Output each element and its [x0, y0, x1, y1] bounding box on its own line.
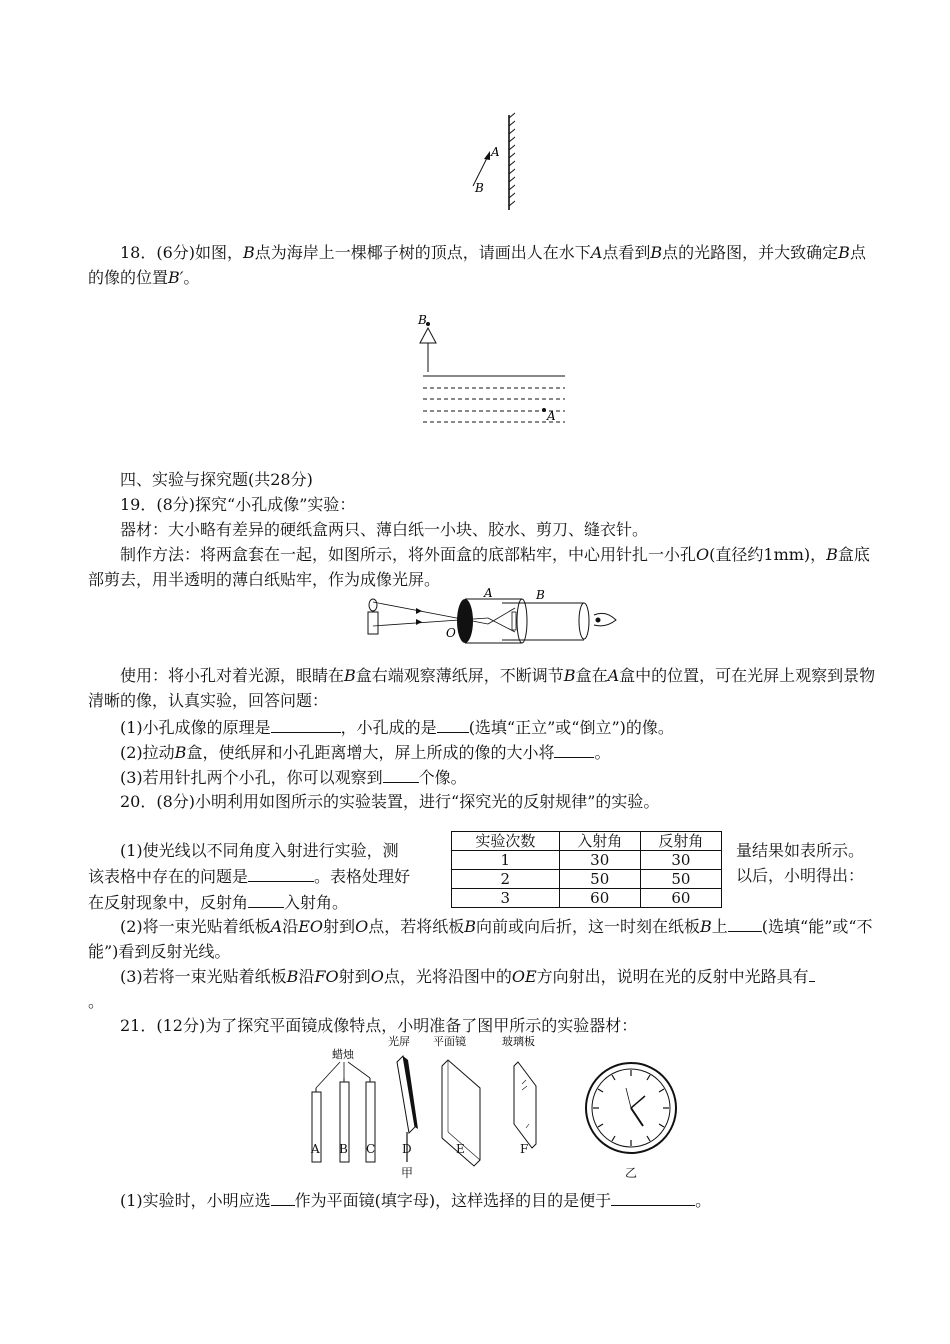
q19-sub2: (2)拉动B盒，使纸屏和小孔距离增大，屏上所成的像的大小将 。: [88, 739, 878, 765]
caption-jia: 甲: [401, 1166, 414, 1180]
table-row: 2 50 50: [452, 870, 722, 889]
answer-blank[interactable]: [728, 913, 762, 932]
q19-sub1: (1)小孔成像的原理是 ，小孔成的是 (选填“正立”或“倒立”)的像。: [88, 714, 878, 740]
label-a: A: [484, 588, 493, 600]
q20-sub2: (2)将一束光贴着纸板A沿EO射到O点，若将纸板B向前或向后折，这一时刻在纸板B上 (选填“能”或“不能”)看到反射光线。: [88, 913, 878, 964]
q20-sub1-right: 量结果如表所示。 以后，小明得出：: [736, 841, 865, 885]
mirror-figure: [460, 110, 530, 215]
caption-yi: 乙: [625, 1166, 638, 1180]
label-mirror: 平面镜: [433, 1035, 466, 1048]
label-candle: 蜡烛: [332, 1048, 354, 1061]
q21-sub1: (1)实验时，小明应选 作为平面镜(填字母)，这样选择的目的是便于 。: [88, 1187, 878, 1213]
table-row: 1 30 30: [452, 851, 722, 870]
label-b: B: [418, 313, 427, 327]
label-o: O: [446, 626, 456, 640]
q20-title: 20．(8分)小明利用如图所示的实验装置，进行“探究光的反射规律”的实验。: [120, 792, 660, 811]
q20-sub1-left: (1)使光线以不同角度入射进行实验，测 该表格中存在的问题是 。表格处理好 在反射现象中，反射角 入射角。: [88, 841, 411, 912]
section-heading: 四、实验与探究题(共28分): [120, 470, 313, 489]
answer-blank[interactable]: [248, 863, 314, 882]
header-trial: 实验次数: [452, 832, 560, 851]
q19-title: 19．(8分)探究“小孔成像”实验：: [120, 495, 356, 514]
q19-sub3: (3)若用针扎两个小孔，你可以观察到 个像。: [88, 764, 878, 790]
letter-c: C: [366, 1142, 376, 1156]
mirror-equipment-figure: [300, 1032, 690, 1182]
reflection-table: [451, 831, 722, 908]
equipment-letters: [300, 1142, 560, 1158]
label-glass: 玻璃板: [502, 1035, 535, 1048]
q19-method: 制作方法：将两盒套在一起，如图所示，将外面盒的底部粘牢，中心用针扎一小孔O(直径约1mm)，B盒底部剪去，用半透明的薄白纸贴牢，作为成像光屏。: [88, 545, 870, 589]
answer-blank[interactable]: [271, 714, 341, 733]
answer-blank[interactable]: [437, 714, 469, 733]
pinhole-camera-figure: [362, 588, 622, 650]
label-a: A: [547, 409, 556, 423]
letter-b: B: [339, 1142, 348, 1156]
table-row: 3 60 60: [452, 889, 722, 908]
answer-blank[interactable]: [271, 1187, 295, 1206]
answer-blank[interactable]: [809, 963, 815, 982]
letter-d: D: [402, 1142, 412, 1156]
label-screen: 光屏: [388, 1035, 410, 1048]
answer-blank[interactable]: [383, 764, 419, 783]
header-incidence: 入射角: [559, 832, 640, 851]
letter-a: A: [311, 1142, 320, 1156]
label-a: A: [491, 145, 500, 159]
header-reflection: 反射角: [640, 832, 721, 851]
letter-f: F: [520, 1142, 529, 1156]
letter-e: E: [456, 1142, 465, 1156]
q19-usage: 使用：将小孔对着光源，眼睛在B盒右端观察薄纸屏，不断调节B盒在A盒中的位置，可在光屏上观察到景物清晰的像，认真实验，回答问题：: [88, 666, 876, 710]
answer-blank[interactable]: [554, 739, 594, 758]
answer-blank[interactable]: [248, 889, 284, 908]
table-header-row: [452, 832, 722, 851]
answer-blank[interactable]: [611, 1187, 695, 1206]
label-b: B: [536, 588, 545, 602]
q21-title: 21．(12分)为了探究平面镜成像特点，小明准备了图甲所示的实验器材：: [120, 1016, 638, 1035]
q19-materials: 器材：大小略有差异的硬纸盒两只、薄白纸一小块、胶水、剪刀、缝衣针。: [120, 520, 649, 539]
coast-water-figure: [410, 310, 570, 430]
q18-text: 18．(6分)如图，B点为海岸上一棵椰子树的顶点，请画出人在水下A点看到B点的光路图，并大致确定B点的像的位置B′。: [88, 243, 866, 287]
q20-sub3: (3)若将一束光贴着纸板B沿FO射到O点，光将沿图中的OE方向射出，说明在光的反射中光路具有 。: [88, 963, 878, 1014]
label-b: B: [475, 181, 484, 195]
